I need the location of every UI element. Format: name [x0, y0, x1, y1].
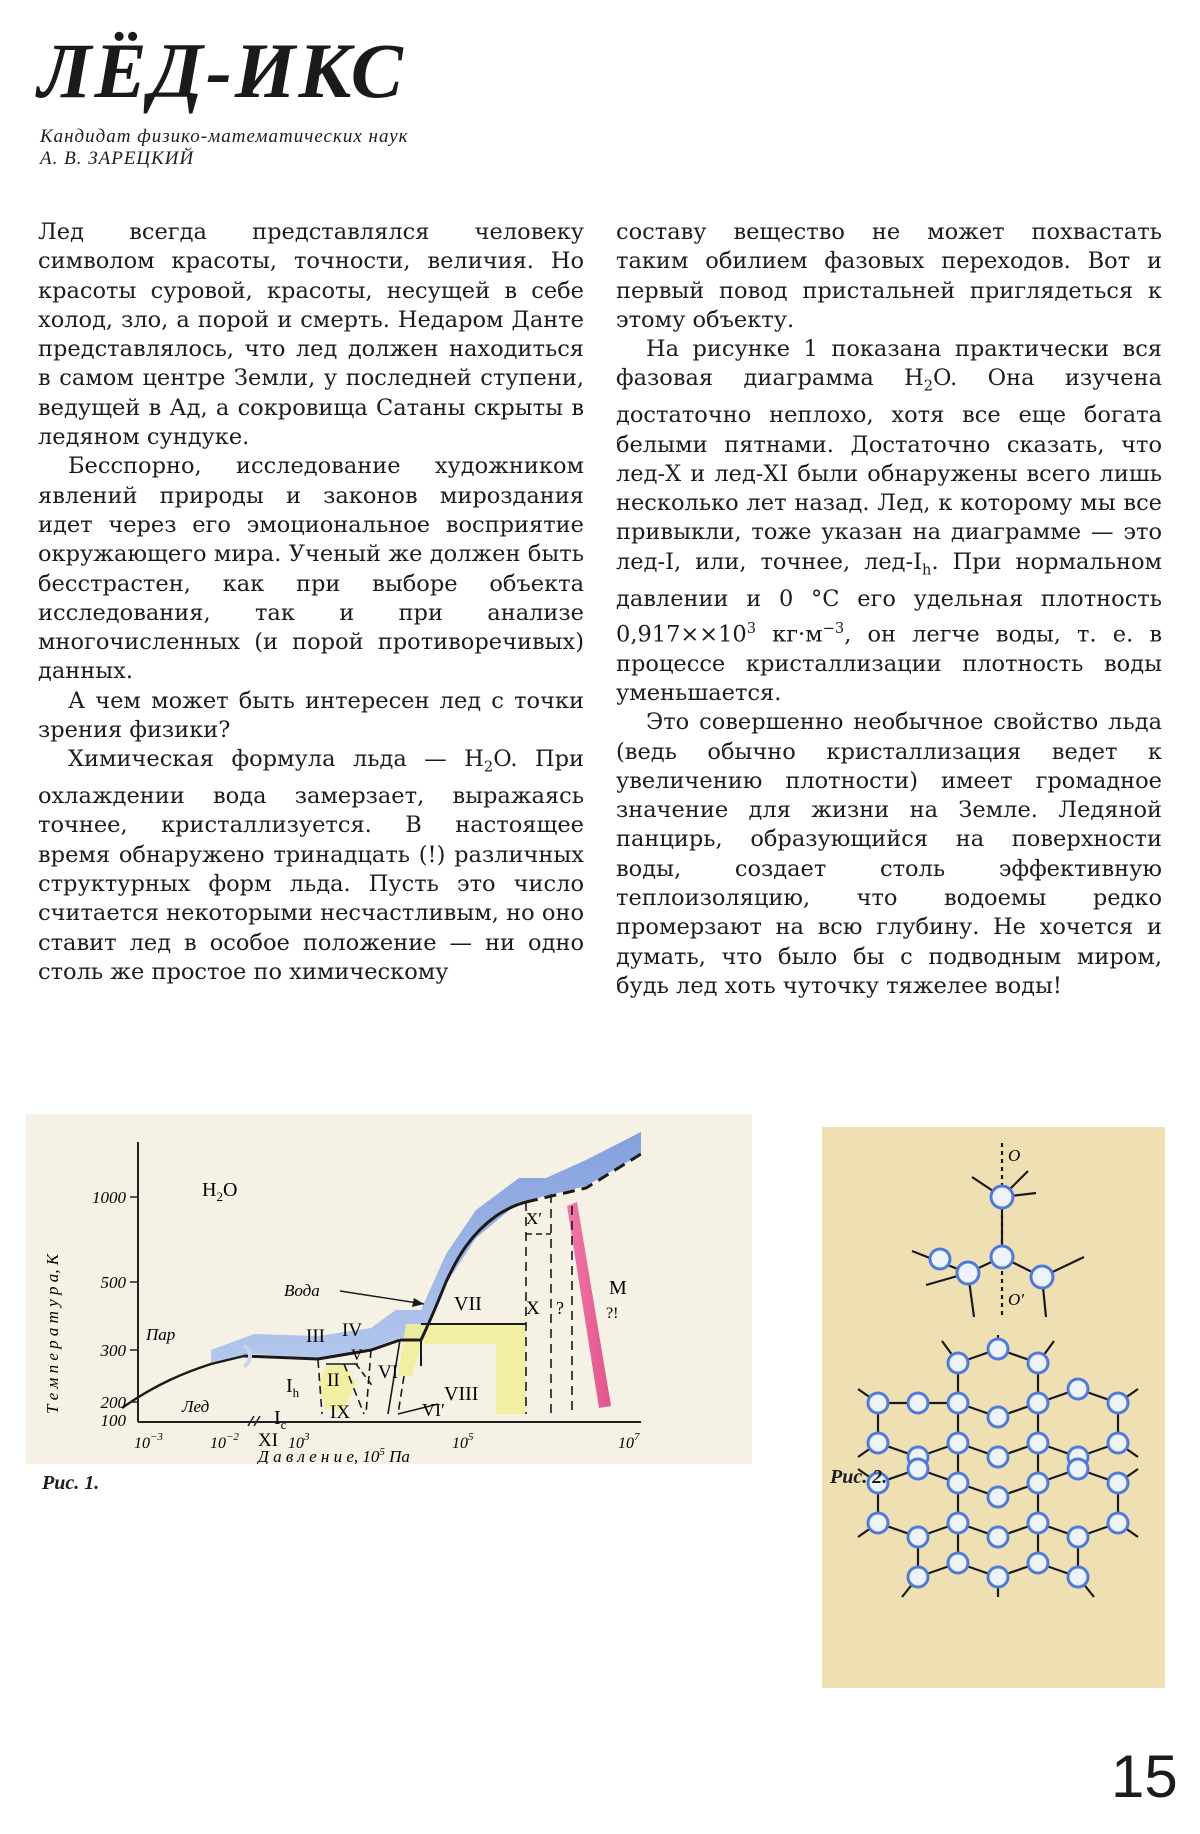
- paragraph: Это совершенно необычное свойство льда (ведь обычно кристаллизация ведет к увеличению плотности) имеет громадное значение для жизни на Земле. Ледяной панцирь, образующийся на поверхности воды, создает столь эффективную теплоизоляцию, что водоемы редко промерзают на всю глубину. Не хочется и думать, что было бы с подводным миром, будь лед хоть чуточку тяжелее воды!: [616, 709, 1162, 999]
- ice-label: Лед: [182, 1397, 210, 1416]
- ice-viii-label: VIII: [444, 1383, 479, 1405]
- ice-vi-prime-label: VI′: [422, 1400, 445, 1420]
- paragraph-diagram: На рисунке 1 показана практически вся фазовая диаграмма $H_2O$. Она изучена достаточно неплохо, хотя все еще богата белыми пятнами. Достаточно сказать, что лед-X и лед-XI были обнаружены всего лишь несколько лет назад. Лед, к которому мы все привыкли, тоже указан на диаграмме — это лед-I, или, точнее, лед-$I_h$. При нормальном давлении и 0 °С его удельная плотность $0,917\times\times 10^3$ $кг\cdot м^{-3}$, он легче воды, т. е. в процессе кристаллизации плотность воды уменьшается.: [616, 336, 1163, 706]
- y-tick-label: 200: [100, 1393, 126, 1412]
- ice-ii-label: II: [327, 1370, 340, 1391]
- author-degree: Кандидат физико-математических наук: [40, 126, 409, 147]
- paragraph-formula: Химическая формула льда — $H_2O$. При охлаждении вода замерзает, выражаясь точнее, кристаллизуется. В настоящее время обнаружено тринадцать (!) различных структурных форм льда. Пусть это число считается некоторыми несчастливым, но оно ставит лед в особое положение — ни одно столь же простое по химическому: [38, 746, 584, 985]
- y-tick-label: 1000: [92, 1188, 126, 1207]
- ice-ih-label: $I_h$: [286, 1375, 300, 1400]
- x-axis-label: Д а в л е н и е, $10^5$ Па: [258, 1446, 410, 1464]
- x-tick-label: $10^{-2}$: [210, 1431, 239, 1452]
- ice-v-label: V: [351, 1347, 363, 1364]
- page-number: 15: [1111, 1743, 1178, 1810]
- x-tick-label: $10^7$: [618, 1431, 640, 1452]
- left-column: [38, 218, 584, 987]
- figure1-caption: Рис. 1.: [42, 1472, 100, 1494]
- ice-iii-label: III: [306, 1326, 325, 1347]
- ice-vii-label: VII: [454, 1293, 482, 1315]
- phase-diagram: [26, 1114, 752, 1464]
- formula-label: $H_2O$: [202, 1179, 238, 1204]
- ice-structure-figure: [822, 1127, 1165, 1688]
- article-title: ЛЁД-ИКС: [38, 27, 406, 114]
- metal-label: M: [609, 1277, 627, 1299]
- ice-iv-label: IV: [342, 1320, 363, 1341]
- y-tick-label: 100: [100, 1411, 126, 1430]
- x-tick-label: $10^{-3}$: [134, 1431, 163, 1452]
- paragraph: Лед всегда представлялся человеку символом красоты, точности, величия. Но красоты суровой, красоты, несущей в себе холод, зло, а порой и смерть. Недаром Данте представлялось, что лед должен находиться в самом центре Земли, у последней ступени, ведущей в Ад, а сокровища Сатаны скрыты в ледяном сундуке.: [38, 219, 584, 451]
- figure2-caption: Рис. 2.: [830, 1466, 888, 1488]
- ice-structure: [822, 1127, 1165, 1688]
- ice-x-label: X: [526, 1298, 540, 1319]
- unknown-phase-label: ?: [556, 1298, 564, 1318]
- x-tick-label: $10^5$: [452, 1431, 474, 1452]
- ice-ic-label: $I_c$: [274, 1407, 287, 1432]
- oxygen-label: O: [1008, 1146, 1021, 1165]
- water-label: Вода: [284, 1281, 320, 1300]
- vapor-label: Пар: [146, 1325, 176, 1344]
- paragraph: А чем может быть интересен лед с точки зрения физики?: [38, 687, 584, 744]
- y-axis-label: Т е м п е р а т у р а, К: [43, 1253, 62, 1414]
- y-tick-label: 500: [100, 1273, 126, 1292]
- paragraph: Бесспорно, исследование художником явлений природы и законов мироздания идет через его эмоциональное восприятие окружающего мира. Ученый же должен быть бесстрастен, как при выборе объекта исследования, так и при анализе многочисленных (и порой противоречивых) данных.: [38, 453, 584, 685]
- phase-diagram-figure: [26, 1114, 752, 1464]
- x-tick-label: $10^3$: [288, 1431, 310, 1452]
- ice-xi-label: XI: [258, 1430, 279, 1451]
- y-tick-label: 300: [100, 1341, 126, 1360]
- metal-question-label: ?!: [606, 1305, 619, 1322]
- author-name: А. В. ЗАРЕЦКИЙ: [40, 148, 195, 169]
- ice-ix-label: IX: [330, 1402, 351, 1423]
- ice-x-prime-label: X′: [526, 1209, 542, 1228]
- byline: [40, 126, 409, 170]
- ice-vi-label: VI: [378, 1362, 399, 1383]
- right-column: [616, 218, 1162, 1001]
- paragraph: составу вещество не может похвастать таким обилием фазовых переходов. Вот и первый повод пристальней приглядеться к этому объекту.: [616, 219, 1162, 333]
- oxygen-prime-label: O′: [1008, 1290, 1024, 1309]
